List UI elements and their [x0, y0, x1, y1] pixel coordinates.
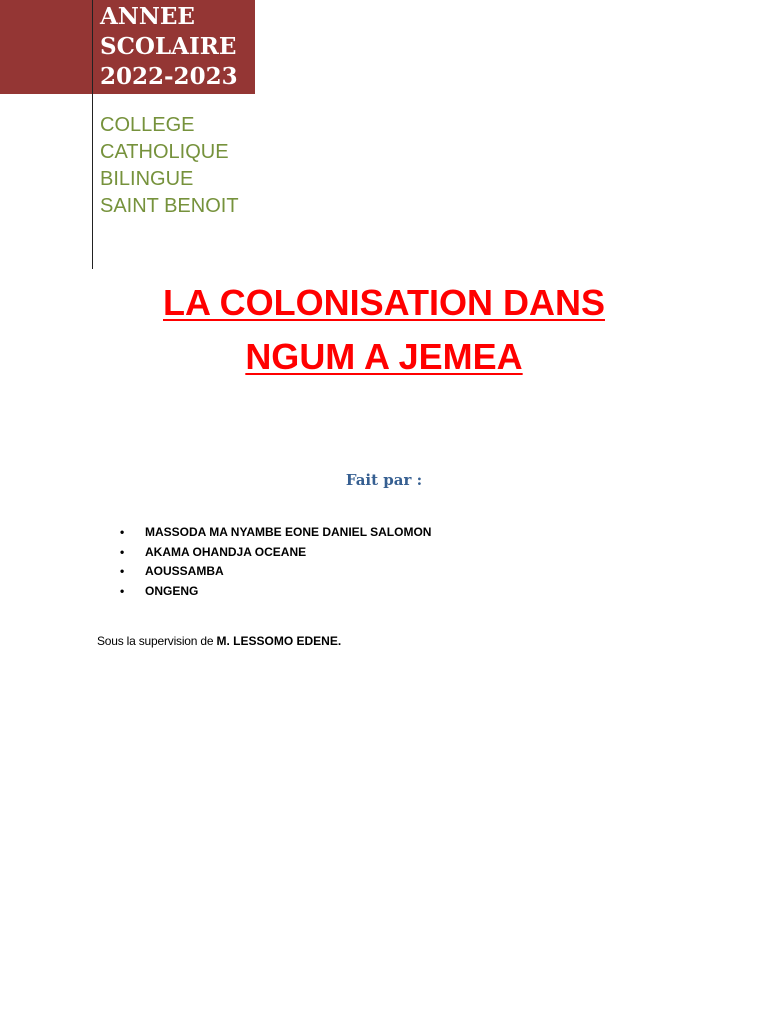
list-item	[118, 523, 431, 543]
bullet-icon: •	[120, 544, 125, 559]
vertical-rule	[92, 0, 93, 269]
author-name: ONGENG	[145, 583, 199, 598]
author-name: AOUSSAMBA	[145, 564, 224, 578]
list-item	[118, 582, 431, 602]
credits-label: Fait par :	[345, 471, 423, 489]
list-item	[118, 543, 431, 563]
supervision-prefix: Sous la supervision de	[97, 634, 217, 648]
school-name: COLLEGE CATHOLIQUE BILINGUE SAINT BENOIT	[100, 114, 239, 217]
supervisor-name: M. LESSOMO EDENE.	[216, 634, 342, 648]
author-name: AKAMA OHANDJA OCEANE	[145, 544, 307, 559]
bullet-icon: •	[120, 583, 125, 598]
list-item	[118, 562, 431, 582]
supervision-note	[97, 633, 341, 649]
author-name: MASSODA MA NYAMBE EONE DANIEL SALOMON	[145, 525, 432, 539]
document-title: LA COLONISATION DANS NGUM A JEMEA	[163, 282, 605, 377]
authors-list	[118, 523, 431, 601]
school-year-text: ANNEE SCOLAIRE 2022-2023	[100, 3, 238, 90]
bullet-icon: •	[120, 525, 125, 539]
bullet-icon: •	[120, 564, 125, 578]
